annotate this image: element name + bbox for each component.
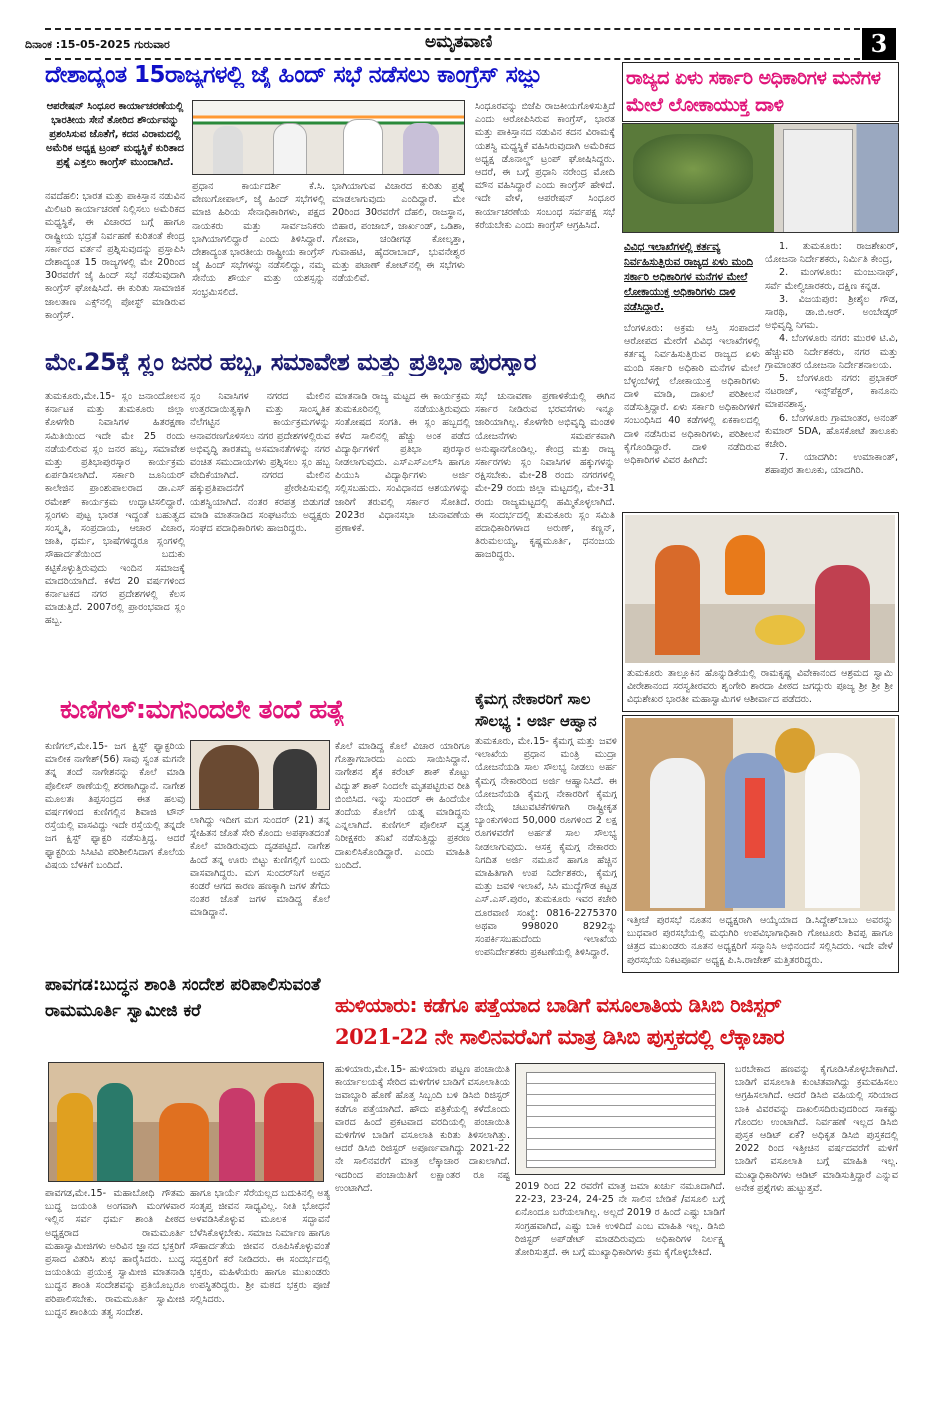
photo-caption: ಇತ್ತೀಚೆ ಪುರಸಭೆ ನೂತನ ಅಧ್ಯಕ್ಷರಾಗಿ ಆಯ್ಕೆಯಾದ ಡಿ.ಸಿದ್ದೇಶ್‌ಬಾಬು ಅವರನ್ನು ಬುಧವಾರ ಪುರಸಭೆಯಲ್ಲಿ ಮಧುಗಿರಿ ಉಪವಿಭಾಗಾಧಿಕಾರಿ ಗೋಟೂರು ಶಿವಪ್ಪ ಹಾಗೂ ಚಿತ್ರದ ಮುಖಂಡರು ನೂತನ ಅಧ್ಯಕ್ಷರಿಗೆ ಸನ್ಮಾನಿಸಿ ಅಭಿನಂದನೆ ಸಲ್ಲಿಸಿದರು. ಇದೇ ವೇಳೆ ಪುರಸಭೆಯ ನಿಕಟಪೂರ್ವ ಅಧ್ಯಕ್ಷ ಪಿ.ಸಿ.ರಾಜೇಶ್ ಮತ್ತಿತರರಿದ್ದರು.	[627, 915, 893, 966]
photo-caption: ತುಮಕೂರು ತಾಲ್ಲೂಕಿನ ಹೊನ್ನುಡಿಕೆಯಲ್ಲಿ ರಾಮಕೃಷ್ಣ ವಿವೇಕಾನಂದ ಆಶ್ರಮದ ಸ್ವಾಮಿ ವೀರೇಶಾನಂದ ಸರಸ್ವತೀರವರು ಶೃಂಗೇರಿ ಶಾರದಾ ಪೀಠದ ಜಗದ್ಗುರು ಪೂಜ್ಯ ಶ್ರೀ ಶ್ರೀ ಶ್ರೀ ವಿಧುಶೇಖರ ಭಾರತೀ ಮಹಾಸ್ವಾಮಿಗಳ ಆಶೀರ್ವಾದ ಪಡೆದರು.	[627, 668, 893, 706]
story-column: ಲಾಗಿದ್ದು ಇದೀಗ ಮಗ ಸುಂದರ್ (21) ತನ್ನ ಸ್ನೇಹಿತನ ಜೊತೆ ಸೇರಿ ಕೊಂದು ಅಪಘಾತದಂತೆ ಕೊಲೆ ಮಾಡಿರುವುದು ದೃಡಪಟ್ಟಿದೆ. ನಾಗೇಶ ಹಿಂದೆ ತನ್ನ ಊರು ಬಿಟ್ಟು ಕುಣಿಗಲ್ಲಿಗೆ ಬಂದು ವಾಸವಾಗಿದ್ದರು. ಮಗ ಸುಂದರ್‌ನಿಗೆ ಅಪ್ಪನ ಕಂಡರೆ ಆಗದ ಕಾರಣ ಹಣಕ್ಕಾಗಿ ಜಗಳ ತೆಗೆದು ನಂತರ ಜೊತೆ ಜಗಳ ಮಾಡಿದ್ದ ಕೊಲೆ ಮಾಡಿದ್ದಾನೆ.	[190, 815, 330, 919]
issue-date: ದಿನಾಂಕ :15-05-2025 ಗುರುವಾರ	[25, 38, 170, 51]
story-column: ಹಾಗೂ ಭಾರ್ಯೆ ಸೆರೆಯಲ್ಲದ ಬದುಕಿನಲ್ಲಿ ಅತ್ಯ ಸಂತೃಪ್ತ ಜೀವನ ಸಾಧ್ಯವಿಲ್ಲ. ನೀತಿ ಭೋಧನೆ ಅಳವಡಿಸಿಕೊಳ್ಳುವ ಮೂಲಕ ಸದ್ಭಾವನೆ ಬೆಳೆಸಿಕೊಳ್ಳಬೇಕು. ಸಮಾಜ ನಿರ್ಮಾಣ ಹಾಗೂ ಸೌಹಾರ್ದತೆಯ ಜೀವನ ರೂಪಿಸಿಕೊಳ್ಳುವಂತೆ ಸದ್ಭಕ್ತರಿಗೆ ಕರೆ ನೀಡಿದರು. ಈ ಸಂದರ್ಭದಲ್ಲಿ ಭಕ್ತರು, ಮಹಿಳೆಯರು ಹಾಗೂ ಮುಖಂಡರು ಉಪಸ್ಥಿತರಿದ್ದರು. ಶ್ರೀ ಮಠದ ಭಕ್ತರು ಪೂಜೆ ಸಲ್ಲಿಸಿದರು.	[190, 1188, 330, 1305]
swamis-photo-box	[622, 512, 899, 712]
headline-slum-festival: ಮೇ.25ಕ್ಕೆ ಸ್ಲಂ ಜನರ ಹಬ್ಬ, ಸಮಾವೇಶ ಮತ್ತು ಪ್ರತಿಭಾ ಪುರಸ್ಕಾರ	[45, 348, 537, 376]
headline-lokayukta: ರಾಜ್ಯದ ಏಳು ಸರ್ಕಾರಿ ಅಧಿಕಾರಿಗಳ ಮನೆಗಳ ಮೇಲೆ ಲೋಕಾಯುಕ್ತ ದಾಳಿ	[626, 67, 881, 116]
story-column: ಸ್ಲಂ ನಿವಾಸಿಗಳ ನಗರದ ಮೇಲಿನ ಉತ್ತರದಾಯಿತ್ವಕ್ಕಾಗಿ ಮತ್ತು ಸಾಂಸ್ಕೃತಿಕ ನೆಲೆಗಟ್ಟಿನ ಕಾರ್ಯಕ್ರಮಗಳನ್ನು ಆನಾವರಣಗೊಳಿಸಲು ನಗರ ಪ್ರದೇಶಗಳಲ್ಲಿರುವ ಅಭಿವೃದ್ಧಿ ತಾರತಮ್ಯ ಅಸಮಾನತೆಗಳನ್ನು ನಗರ ವಂಚಿತ ಸಮುದಾಯಗಳು ಪ್ರಶ್ನಿಸಲು ಸ್ಲಂ ಹಬ್ಬ ವೇದಿಕೆಯಾಗಿದೆ. ನಗರದ ಮೇಲಿನ ಹಕ್ಕುಪ್ರತಿಪಾದನೆಗೆ ಪ್ರೇರೇಪಿಸುವಲ್ಲಿ ಯಶಸ್ವಿಯಾಗಿದೆ. ನಂತರ ಕರಪತ್ರ ಬಿಡುಗಡೆ ಮಾಡಿ ಮಾತನಾಡಿದ ಸಂಘಟನೆಯ ಅಧ್ಯಕ್ಷರು ಸಂಘದ ಪದಾಧಿಕಾರಿಗಳು ಹಾಜರಿದ್ದರು.	[190, 391, 330, 535]
photo-father-son	[190, 740, 330, 810]
list-item: 4. ಬೆಂಗಳೂರು ನಗರ: ಮುರಳಿ ಟಿ.ವಿ, ಹೆಚ್ಚುವರಿ ನಿರ್ದೇಶಕರು, ನಗರ ಮತ್ತು ಗ್ರಾಮಾಂತರ ಯೋಜನಾ ನಿರ್ದೇಶನಾಲಯ.	[765, 333, 898, 371]
story-column: ಸಭೆ ಚುನಾವಣಾ ಪ್ರಣಾಳಿಕೆಯಲ್ಲಿ ಈಗಿನ ಸರ್ಕಾರ ನೀಡಿರುವ ಭರವಸೆಗಳು ಇನ್ನೂ ಜಾರಿಯಾಗಿಲ್ಲ. ಕೊಳಗೇರಿ ಅಭಿವೃದ್ಧಿ ಮಂಡಳಿ ಯೋಜನೆಗಳು ಸಮರ್ಪಕವಾಗಿ ಅನುಷ್ಠಾನಗೊಂಡಿಲ್ಲ. ಕೇಂದ್ರ ಮತ್ತು ರಾಜ್ಯ ಸರ್ಕಾರಗಳು ಸ್ಲಂ ನಿವಾಸಿಗಳ ಹಕ್ಕುಗಳನ್ನು ರಕ್ಷಿಸಬೇಕು. ಮೇ-28 ರಂದು ನಗರಗಳಲ್ಲಿ ಮೇ-29 ರಂದು ಜಿಲ್ಲಾ ಮಟ್ಟದಲ್ಲಿ, ಮೇ-31 ರಂದು ರಾಜ್ಯಮಟ್ಟದಲ್ಲಿ ಹಮ್ಮಿಕೊಳ್ಳಲಾಗಿದೆ. ಈ ಸಂದರ್ಭದಲ್ಲಿ ತುಮಕೂರು ಸ್ಲಂ ಸಮಿತಿ ಪದಾಧಿಕಾರಿಗಳಾದ ಅರುಣ್, ಕಣ್ಣನ್, ತಿರುಮಲಯ್ಯ, ಕೃಷ್ಣಮೂರ್ತಿ, ಧನಂಜಯ ಹಾಜರಿದ್ದರು.	[475, 391, 615, 561]
photo-swamis	[625, 515, 895, 663]
list-item: 5. ಬೆಂಗಳೂರು ನಗರ: ಪ್ರಭಾಕರ್ ನಟರಾಜ್, ಇನ್ಸ್‌ಪೆಕ್ಟರ್, ಕಾನೂನು ಮಾಪನಶಾಸ್ತ್ರ.	[765, 373, 898, 411]
story-column: ಹುಳಿಯಾರು,ಮೇ.15- ಹುಳಿಯಾರು ಪಟ್ಟಣ ಪಂಚಾಯಿತಿ ಕಾರ್ಯಾಲಯಕ್ಕೆ ಸೇರಿದ ಮಳಿಗೆಗಳ ಬಾಡಿಗೆ ವಸೂಲಾತಿಯ ಜವಾಬ್ದಾರಿ ಹೊಣೆ ಹೊತ್ತ ಸಿಬ್ಬಂದಿ ಬಳಿ ಡಿಸಿಬಿ ರಿಜಿಸ್ಟರ್ ಕಡೆಗೂ ಪತ್ತೆಯಾಗಿದೆ. ಹೌದು ಪತ್ರಿಕೆಯಲ್ಲಿ ಕಳೆದೊಂದು ವಾರದ ಹಿಂದೆ ಪ್ರಕಟವಾದ ವರದಿಯಲ್ಲಿ ಪಂಚಾಯಿತಿ ಮಳಿಗೆಗಳ ಬಾಡಿಗೆ ವಸೂಲಾತಿ ಕುರಿತು ತಿಳಿಸಲಾಗಿತ್ತು. ಆದರೆ ಡಿಸಿಬಿ ರಿಜಿಸ್ಟರ್ ಅಪೂರ್ಣವಾಗಿದ್ದು 2021-22 ನೇ ಸಾಲಿನವರೆಗೆ ಮಾತ್ರ ಲೆಕ್ಕಾಚಾರ ದಾಖಲಾಗಿದೆ. ಇದರಿಂದ ಪಂಚಾಯಿತಿಗೆ ಲಕ್ಷಾಂತರ ರೂ ನಷ್ಟ ಉಂಟಾಗಿದೆ.	[335, 1064, 510, 1194]
headline-congress: ದೇಶಾದ್ಯಂತ 15ರಾಜ್ಯಗಳಲ್ಲಿ ಜೈ ಹಿಂದ್ ಸಭೆ ನಡೆಸಲು ಕಾಂಗ್ರೆಸ್ ಸಜ್ಜು	[45, 62, 542, 88]
photo-house-raid	[622, 123, 899, 233]
headline-huliyar-line1: ಹುಳಿಯಾರು: ಕಡೆಗೂ ಪತ್ತೆಯಾದ ಬಾಡಿಗೆ ವಸೂಲಾತಿಯ ಡಿಸಿಬಿ ರಿಜಿಸ್ಟರ್	[335, 993, 782, 1017]
story-column: ಕುಣಿಗಲ್,ಮೇ.15- ಜಗ ಕ್ಷಿಸ್ಟ್ ಫ್ಯಾಕ್ಟರಿಯ ಮಾಲೀಕ ನಾಗೇಶ್(56) ಸಾವು ಸ್ವಂತ ಮಗನೇ ತನ್ನ ತಂದೆ ನಾಗೇಶನನ್ನು ಕೊಲೆ ಮಾಡಿ ಪೊಲೀಸ್ ಠಾಣೆಯಲ್ಲಿ ಶರಣಾಗಿದ್ದಾನೆ. ನಾಗೇಶ ಮೂಲತಃ ತಿಪ್ಪಸಂದ್ರದ ಈತ ಹಲವು ವರ್ಷಗಳಿಂದ ಕುಣಿಗಲ್ಲಿನ ಶಿವಾಜಿ ಟೌನ್ ರಸ್ತೆಯಲ್ಲಿ ವಾಸವಿದ್ದು ಇದೇ ರಸ್ತೆಯಲ್ಲಿ ತನ್ನದೇ ಜಗ ಕ್ಷಿಸ್ಟ್ ಫ್ಯಾಕ್ಟರಿ ನಡೆಸುತ್ತಿದ್ದ. ಆದರೆ ಫ್ಯಾಕ್ಟರಿಯ ಸಿಸಿಟಿವಿ ಪರಿಶೀಲಿಸಿದಾಗ ಕೊಲೆಯ ವಿಷಯ ಬೆಳಕಿಗೆ ಬಂದಿದೆ.	[45, 741, 185, 871]
story-column: ತುಮಕೂರು, ಮೇ.15- ಕೈಮಗ್ಗ ಮತ್ತು ಜವಳಿ ಇಲಾಖೆಯ ಪ್ರಧಾನ ಮಂತ್ರಿ ಮುದ್ರಾ ಯೋಜನೆಯಡಿ ಸಾಲ ಸೌಲಭ್ಯ ನೀಡಲು ಅರ್ಹ ಕೈಮಗ್ಗ ನೇಕಾರರಿಂದ ಅರ್ಜಿ ಆಹ್ವಾನಿಸಿದೆ. ಈ ಯೋಜನೆಯಡಿ ಕೈಮಗ್ಗ ನೇಕಾರರಿಗೆ ಕೈಮಗ್ಗ ನೇಯ್ಗೆ ಚಟುವಟಿಕೆಗಳಿಗಾಗಿ ರಾಷ್ಟ್ರೀಕೃತ ಬ್ಯಾಂಕುಗಳಿಂದ 50,000 ರೂಗಳಿಂದ 2 ಲಕ್ಷ ರೂಗಳವರೆಗೆ ಅರ್ಹತೆ ಸಾಲ ಸೌಲಭ್ಯ ನೀಡಲಾಗುವುದು. ಆಸಕ್ತ ಕೈಮಗ್ಗ ನೇಕಾರರು ನಿಗದಿತ ಅರ್ಜಿ ನಮೂನೆ ಹಾಗೂ ಹೆಚ್ಚಿನ ಮಾಹಿತಿಗಾಗಿ ಉಪ ನಿರ್ದೇಶಕರು, ಕೈಮಗ್ಗ ಮತ್ತು ಜವಳಿ ಇಲಾಖೆ, ಸಿಸಿ ಮುದ್ದೆಗೌಡ ಕಟ್ಟಡ ಎಸ್.ಎಸ್.ಪುರಂ, ತುಮಕೂರು ಇವರ ಕಚೇರಿ ದೂರವಾಣಿ ಸಂಖ್ಯೆ: 0816-2275370 ಅಥವಾ 998020 8292ನ್ನು ಸಂಪರ್ಕಿಸಬಹುದೆಂದು ಇಲಾಖೆಯ ಉಪನಿರ್ದೇಶಕರು ಪ್ರಕಟಣೆಯಲ್ಲಿ ತಿಳಿಸಿದ್ದಾರೆ.	[475, 736, 617, 959]
photo-felicitation	[625, 718, 895, 911]
story-column: ಬೆಂಗಳೂರು: ಅಕ್ರಮ ಆಸ್ತಿ ಸಂಪಾದನೆ ಆರೋಪದ ಮೇರೆಗೆ ವಿವಿಧ ಇಲಾಖೆಗಳಲ್ಲಿ ಕರ್ತವ್ಯ ನಿರ್ವಹಿಸುತ್ತಿರುವ ರಾಜ್ಯದ ಏಳು ಮಂದಿ ಸರ್ಕಾರಿ ಅಧಿಕಾರಿ ಮನೆಗಳ ಮೇಲೆ ಬೆಳ್ಳಂಬೆಳಗ್ಗೆ ಲೋಕಾಯುಕ್ತ ಅಧಿಕಾರಿಗಳು ದಾಳಿ ಮಾಡಿ, ದಾಖಲೆ ಪರಿಶೀಲನೆ ನಡೆಸುತ್ತಿದ್ದಾರೆ. ಏಳು ಸರ್ಕಾರಿ ಅಧಿಕಾರಿಗಳಿಗೆ ಸಂಬಂಧಿಸಿದ 40 ಕಡೆಗಳಲ್ಲಿ ಏಕಕಾಲದಲ್ಲಿ ದಾಳಿ ನಡೆಸಿರುವ ಅಧಿಕಾರಿಗಳು, ಪರಿಶೀಲನೆ ಕೈಗೊಂಡಿದ್ದಾರೆ. ದಾಳಿ ನಡೆದಿರುವ ಅಧಿಕಾರಿಗಳ ವಿವರ ಹೀಗಿದೆ:	[624, 323, 760, 467]
story-column: ಮಾತನಾಡಿ ರಾಜ್ಯ ಮಟ್ಟದ ಈ ಕಾರ್ಯಕ್ರಮ ತುಮಕೂರಿನಲ್ಲಿ ನಡೆಯುತ್ತಿರುವುದು ಸಂತೋಷದ ಸಂಗತಿ. ಈ ಸ್ಲಂ ಹಬ್ಬದಲ್ಲಿ ಕಳೆದ ಸಾಲಿನಲ್ಲಿ ಹೆಚ್ಚು ಅಂಕ ಪಡೆದ ವಿದ್ಯಾರ್ಥಿಗಳಿಗೆ ಪ್ರತಿಭಾ ಪುರಸ್ಕಾರ ನೀಡಲಾಗುವುದು. ಎಸ್‌ಎಸ್‌ಎಲ್‌ಸಿ ಹಾಗೂ ಪಿಯುಸಿ ವಿದ್ಯಾರ್ಥಿಗಳು ಅರ್ಜಿ ಸಲ್ಲಿಸಬಹುದು. ಸಂವಿಧಾನದ ಆಶಯಗಳನ್ನು ಜಾರಿಗೆ ತರುವಲ್ಲಿ ಸರ್ಕಾರ ಸೋತಿದೆ. 2023ರ ವಿಧಾನಸಭಾ ಚುನಾವಣೆಯ ಪ್ರಣಾಳಿಕೆ.	[335, 391, 470, 535]
page-number: 3	[862, 28, 896, 60]
photo-dcb-register	[515, 1063, 725, 1175]
list-item: 2. ಮಂಗಳೂರು: ಮಂಜುನಾಥ್, ಸರ್ವೆ ಮೇಲ್ವಿಚಾರಕರು, ದಕ್ಷಿಣ ಕನ್ನಡ.	[765, 267, 898, 292]
list-item: 6. ಬೆಂಗಳೂರು ಗ್ರಾಮಾಂತರ, ಅನಂತ್ ಕುಮಾರ್ SDA, ಹೊಸಕೋಟೆ ತಾಲೂಕು ಕಚೇರಿ.	[765, 412, 898, 451]
story-column: ಸಿಂಧೂರವನ್ನು ಬಿಜೆಪಿ ರಾಜಕೀಯಗೊಳಿಸುತ್ತಿದೆ ಎಂದು ಆರೋಪಿಸಿರುವ ಕಾಂಗ್ರೆಸ್, ಭಾರತ ಮತ್ತು ಪಾಕಿಸ್ತಾನದ ನಡುವಿನ ಕದನ ವಿರಾಮಕ್ಕೆ ಯಶಸ್ವಿ ಮಧ್ಯಸ್ಥಿಕೆ ವಹಿಸಿರುವುದಾಗಿ ಅಮೆರಿಕದ ಅಧ್ಯಕ್ಷ ಡೊನಾಲ್ಡ್ ಟ್ರಂಪ್ ಘೋಷಿಸಿದ್ದರು. ಆದರೆ, ಈ ಬಗ್ಗೆ ಪ್ರಧಾನಿ ನರೇಂದ್ರ ಮೋದಿ ಮೌನ ವಹಿಸಿದ್ದಾರೆ ಎಂದು ಕಾಂಗ್ರೆಸ್ ಹೇಳಿದೆ. ಇದೇ ವೇಳೆ, ಆಪರೇಷನ್ ಸಿಂಧೂರ ಕಾರ್ಯಾಚರಣೆಯ ಸಂಬಂಧ ಸರ್ವಪಕ್ಷ ಸಭೆ ಕರೆಯಬೇಕು ಎಂದು ಕಾಂಗ್ರೆಸ್ ಆಗ್ರಹಿಸಿದೆ.	[475, 101, 615, 231]
header-rule	[45, 58, 860, 60]
list-item: 3. ವಿಜಯಪುರ: ಶ್ರೀಶೈಲ ಗೌಡ, ಸಾರಥಿ, ಡಾ.ಬಿ.ಆರ್. ಅಂಬೇಡ್ಕರ್ ಅಭಿವೃದ್ಧಿ ನಿಗಮ.	[765, 293, 898, 332]
story-column: ಪಾವಗಡ,ಮೇ.15- ಮಹಾಬೋಧಿ ಗೌತಮ ಬುದ್ಧ ಜಯಂತಿ ಅಂಗವಾಗಿ ಮಂಗಳವಾರ ಇಲ್ಲಿನ ಸರ್ವ ಧರ್ಮ ಶಾಂತಿ ಪೀಠದ ಅಧ್ಯಕ್ಷರಾದ ರಾಮಮೂರ್ತಿ ಮಹಾಸ್ವಾಮೀಜಿಗಳು ಅರಿವಿನ ಜ್ಞಾನದ ಭಕ್ತರಿಗೆ ಪ್ರಸಾದ ವಿತರಿಸಿ ಶುಭ ಹಾರೈಸಿದರು. ಬುದ್ಧ ಜಯಂತಿಯ ಪ್ರಯುಕ್ತ ಸ್ವಾಮೀಜಿ ಮಾತನಾಡಿ ಬುದ್ಧನ ಶಾಂತಿ ಸಂದೇಶವನ್ನು ಪ್ರತಿಯೊಬ್ಬರೂ ಪರಿಪಾಲಿಸಬೇಕು. ರಾಮಮೂರ್ತಿ ಸ್ವಾಮೀಜಿ ಬುದ್ಧನ ಶಾಂತಿಯ ತತ್ವ ಸಂದೇಶ.	[45, 1188, 185, 1318]
story-intro: ಆಪರೇಷನ್ ಸಿಂಧೂರ ಕಾರ್ಯಾಚರಣೆಯಲ್ಲಿ ಭಾರತೀಯ ಸೇನೆ ತೋರಿದ ಶೌರ್ಯವನ್ನು ಪ್ರಶಂಸಿಸುವ ಜೊತೆಗೆ, ಕದನ ವಿರಾಮದಲ್ಲಿ ಅಮೆರಿಕ ಅಧ್ಯಕ್ಷ ಟ್ರಂಪ್ ಮಧ್ಯಸ್ಥಿಕೆ ಕುರಿತಾದ ಪ್ರಶ್ನೆ ಎತ್ತಲು ಕಾಂಗ್ರೆಸ್ ಮುಂದಾಗಿದೆ.	[46, 101, 184, 168]
felicitation-photo-box	[622, 715, 899, 973]
story-lead: ವಿವಿಧ ಇಲಾಖೆಗಳಲ್ಲಿ ಕರ್ತವ್ಯ ನಿರ್ವಹಿಸುತ್ತಿರುವ ರಾಜ್ಯದ ಏಳು ಮಂದಿ ಸರ್ಕಾರಿ ಅಧಿಕಾರಿಗಳ ಮನೆಗಳ ಮೇಲೆ ಲೋಕಾಯುಕ್ತ ಅಧಿಕಾರಿಗಳು ದಾಳಿ ನಡೆಸಿದ್ದಾರೆ.	[624, 241, 753, 313]
headline-pavagada: ಪಾವಗಡ:ಬುದ್ಧನ ಶಾಂತಿ ಸಂದೇಶ ಪರಿಪಾಲಿಸುವಂತೆ ರಾಮಮೂರ್ತಿ ಸ್ವಾಮೀಜಿ ಕರೆ	[45, 975, 321, 1021]
photo-congress-leaders	[192, 100, 465, 175]
photo-buddha-jayanti	[48, 1062, 324, 1182]
officer-list	[765, 240, 898, 502]
story-column: ಭಾಗಿಯಾಗುವ ವಿಚಾರದ ಕುರಿತು ಪ್ರಶ್ನೆ ಮಾಡಲಾಗುವುದು ಎಂದಿದ್ದಾರೆ. ಮೇ 20ರಿಂದ 30ರವರೆಗೆ ದೆಹಲಿ, ರಾಜಸ್ಥಾನ, ಬಿಹಾರ, ಪಂಜಾಬ್, ಜಾರ್ಖಂಡ್, ಒಡಿಶಾ, ಗೋವಾ, ಚಂಡೀಗಢ ಕೋಲ್ಕತ್ತಾ, ಗುವಾಹಟಿ, ಹೈದರಾಬಾದ್, ಭುವನೇಶ್ವರ ಮತ್ತು ಪಟಾಣ್ ಕೋಟ್‌ನಲ್ಲಿ ಈ ಸಭೆಗಳು ನಡೆಯಲಿವೆ.	[332, 181, 465, 285]
story-column: ತುಮಕೂರು,ಮೇ.15- ಸ್ಲಂ ಜನಾಂದೋಲನ ಕರ್ನಾಟಕ ಮತ್ತು ತುಮಕೂರು ಜಿಲ್ಲಾ ಕೊಳಗೇರಿ ನಿವಾಸಿಗಳ ಹಿತರಕ್ಷಣಾ ಸಮಿತಿಯಿಂದ ಇದೇ ಮೇ 25 ರಂದು ನಡೆಯಲಿರುವ ಸ್ಲಂ ಜನರ ಹಬ್ಬ, ಸಮಾವೇಶ ಮತ್ತು ಪ್ರತಿಭಾಪುರಸ್ಕಾರ ಕಾರ್ಯಕ್ರಮ ಏರ್ಪಡಿಸಲಾಗಿದೆ. ಸರ್ಕಾರಿ ಜೂನಿಯರ್ ಕಾಲೇಜಿನ ಪ್ರಾಂಶುಪಾಲರಾದ ಡಾ.ಎಸ್ ರಮೇಶ್ ಕಾರ್ಯಕ್ರಮ ಉದ್ಘಾಟಿಸಲಿದ್ದಾರೆ. ಸ್ಲಂಗಳು ಪುಟ್ಟ ಭಾರತ ಇದ್ದಂತೆ ಬಹುತ್ವದ ಸಂಸ್ಕೃತಿ, ಸಂಪ್ರದಾಯ, ಆಚಾರ ವಿಚಾರ, ಜಾತಿ, ಧರ್ಮ, ಭಾಷೆಗಳಿದ್ದರೂ ಸ್ಲಂಗಳಲ್ಲಿ ಸೌಹಾರ್ದತೆಯಿಂದ ಬದುಕು ಕಟ್ಟಿಕೊಳ್ಳುತ್ತಿರುವುದು ಇಂದಿನ ಸಮಾಜಕ್ಕೆ ಮಾದರಿಯಾಗಿದೆ. ಕಳೆದ 20 ವರ್ಷಗಳಿಂದ ಕರ್ನಾಟಕದ ನಗರ ಪ್ರದೇಶಗಳಲ್ಲಿ ಕೆಲಸ ಮಾಡುತ್ತಿದೆ. 2007ರಲ್ಲಿ ಪ್ರಾರಂಭವಾದ ಸ್ಲಂ ಹಬ್ಬ.	[45, 391, 185, 627]
headline-kunigal: ಕುಣಿಗಲ್:ಮಗನಿಂದಲೇ ತಂದೆ ಹತ್ಯೆ	[60, 695, 345, 725]
masthead: ಅಮೃತವಾಣಿ	[425, 32, 493, 52]
list-item: 1. ತುಮಕೂರು: ರಾಜಶೇಖರ್, ಯೋಜನಾ ನಿರ್ದೇಶಕರು, ನಿರ್ಮಿತಿ ಕೇಂದ್ರ,	[765, 241, 898, 266]
lokayukta-headline-box	[622, 62, 899, 122]
headline-handloom: ಕೈಮಗ್ಗ ನೇಕಾರರಿಗೆ ಸಾಲ ಸೌಲಭ್ಯ : ಅರ್ಜಿ ಆಹ್ವಾನ	[475, 690, 597, 730]
story-column: ಕೊಲೆ ಮಾಡಿದ್ದ ಕೊಲೆ ವಿಚಾರ ಯಾರಿಗೂ ಗೊತ್ತಾಗಬಾರದು ಎಂದು ಸಾಯಿಸಿದ್ದಾನೆ. ನಾಗೇಶನ ಶೈಕ ಕರೆಂಟ್ ಶಾಕ್ ಕೊಟ್ಟು ವಿದ್ಯುತ್ ಶಾಕ್ ನಿಂದಲೇ ಮೃತಪಟ್ಟಿರುವ ರೀತಿ ಬಿಂಬಿಸಿದ. ಇನ್ನು ಸುಂದರ್ ಈ ಹಿಂದೆಯೇ ತಂದೆಯ ಕೊಲೆಗೆ ಯತ್ನ ಮಾಡಿದ್ದನು ಎನ್ನಲಾಗಿದೆ. ಕುಣಿಗಲ್ ಪೊಲೀಸ್ ವೃತ್ತ ನಿರೀಕ್ಷಕರು ತನಿಖೆ ನಡೆಸುತ್ತಿದ್ದು ಪ್ರಕರಣ ದಾಖಲಿಸಿಕೊಂಡಿದ್ದಾರೆ. ಎಂದು ಮಾಹಿತಿ ಬಂದಿದೆ.	[335, 741, 470, 871]
top-rule	[45, 28, 860, 30]
list-item: 7. ಯಾದಗಿರಿ: ಉಮಾಕಾಂತ್, ಶಹಾಪುರ ತಾಲೂಕು, ಯಾದಗಿರಿ.	[765, 452, 898, 477]
story-column: ಬರಬೇಕಾದ ಹಣವನ್ನು ಕೈಗೂಡಿಸಿಕೊಳ್ಳಬೇಕಾಗಿದೆ. ಬಾಡಿಗೆ ವಸೂಲಾತಿ ಕುಂಟಿತವಾಗಿದ್ದು ಕ್ರಮವಹಿಸಲು ಆಗ್ರಹಿಸಲಾಗಿದೆ. ಆದರೆ ಡಿಸಿಬಿ ವಹಿಯಲ್ಲಿ ಸರಿಯಾದ ಬಾಕಿ ವಿವರವನ್ನು ದಾಖಲಿಸದಿರುವುದರಿಂದ ಸಾಕಷ್ಟು ಗೊಂದಲ ಉಂಟಾಗಿದೆ. ನಿರ್ವಹಣೆ ಇಲ್ಲದ ಡಿಸಿಬಿ ಪುಸ್ತಕ ಆಡಿಟ್ ಏಕೆ? ಅಧಿಕೃತ ಡಿಸಿಬಿ ಪುಸ್ತಕದಲ್ಲಿ 2022 ರಿಂದ ಇತ್ತೀಚಿನ ವರ್ಷದವರೆಗೆ ಮಳಿಗೆ ಬಾಡಿಗೆ ವಸೂಲಾತಿ ಬಗ್ಗೆ ಮಾಹಿತಿ ಇಲ್ಲ. ಮುಖ್ಯಾಧಿಕಾರಿಗಳು ಆಡಿಟ್ ಮಾಡಿಸುತ್ತಿದ್ದಾರೆ ಎನ್ನುವ ಅನೇಕ ಪ್ರಶ್ನೆಗಳು ಹುಟ್ಟುತ್ತವೆ.	[735, 1064, 898, 1194]
story-column: ನವದೆಹಲಿ: ಭಾರತ ಮತ್ತು ಪಾಕಿಸ್ತಾನ ನಡುವಿನ ಮಿಲಿಟರಿ ಕಾರ್ಯಾಚರಣೆ ನಿಲ್ಲಿಸಲು ಅಮೆರಿಕದ ಮಧ್ಯಸ್ಥಿಕೆ, ಈ ವಿಚಾರದ ಬಗ್ಗೆ ಹಾಗೂ ರಾಷ್ಟ್ರೀಯ ಭದ್ರತೆ ನಿರ್ವಹಣೆ ಕುರಿತಂತೆ ಕೇಂದ್ರ ಸರ್ಕಾರದ ವರ್ತನೆ ಪ್ರಶ್ನಿಸುವುದನ್ನು ಪ್ರಸ್ತಾಪಿಸಿ ದೇಶಾದ್ಯಂತ 15 ರಾಜ್ಯಗಳಲ್ಲಿ ಮೇ 20ರಿಂದ 30ರವರೆಗೆ ಜೈ ಹಿಂದ್ ಸಭೆ ನಡೆಸುವುದಾಗಿ ಕಾಂಗ್ರೆಸ್ ಘೋಷಿಸಿದೆ. ಈ ಕುರಿತು ಸಾಮಾಜಿಕ ಜಾಲತಾಣ ಎಕ್ಸ್‌ನಲ್ಲಿ ಪೋಸ್ಟ್ ಮಾಡಿರುವ ಕಾಂಗ್ರೆಸ್.	[45, 191, 185, 321]
story-column: ಪ್ರಧಾನ ಕಾರ್ಯದರ್ಶಿ ಕೆ.ಸಿ. ವೇಣುಗೋಪಾಲ್, ಜೈ ಹಿಂದ್ ಸಭೆಗಳಲ್ಲಿ ಮಾಜಿ ಹಿರಿಯ ಸೇನಾಧಿಕಾರಿಗಳು, ಪಕ್ಷದ ನಾಯಕರು ಮತ್ತು ಸಾರ್ವಜನಿಕರು ಭಾಗಿಯಾಗಲಿದ್ದಾರೆ ಎಂದು ತಿಳಿಸಿದ್ದಾರೆ. ದೇಶಾದ್ಯಂತ ಭಾರತೀಯ ರಾಷ್ಟ್ರೀಯ ಕಾಂಗ್ರೆಸ್ ಜೈ ಹಿಂದ್ ಸಭೆಗಳನ್ನು ನಡೆಸಲಿದ್ದು, ನಮ್ಮ ಸೇನೆಯ ಶೌರ್ಯ ಮತ್ತು ಯಶಸ್ಸನ್ನು ಸಂಭ್ರಮಿಸಲಿದೆ.	[192, 181, 325, 298]
story-column: 2019 ರಿಂದ 22 ರವರೆಗೆ ಮಾತ್ರ ಜಮಾ ಖರ್ಚು ನಮೂದಾಗಿದೆ. 22-23, 23-24, 24-25 ನೇ ಸಾಲಿನ ಬೇಡಿಕೆ /ವಸೂಲಿ ಬಗ್ಗೆ ಏನೊಂದೂ ಬರೆಯಲಾಗಿಲ್ಲ. ಅಲ್ಲದೆ 2019 ರ ಹಿಂದೆ ಎಷ್ಟು ಬಾಡಿಗೆ ಸಂಗ್ರಹವಾಗಿದೆ, ಎಷ್ಟು ಬಾಕಿ ಉಳಿದಿದೆ ಎಂಬ ಮಾಹಿತಿ ಇಲ್ಲ. ಡಿಸಿಬಿ ರಿಜಿಸ್ಟರ್ ಅಪ್‌ಡೇಟ್ ಮಾಡದಿರುವುದು ಅಧಿಕಾರಿಗಳ ನಿರ್ಲಕ್ಷ್ಯ ತೋರಿಸುತ್ತದೆ. ಈ ಬಗ್ಗೆ ಮುಖ್ಯಾಧಿಕಾರಿಗಳು ಕ್ರಮ ಕೈಗೊಳ್ಳಬೇಕಿದೆ.	[515, 1181, 725, 1259]
headline-huliyar-line2: 2021-22 ನೇ ಸಾಲಿನವರೆವಿಗೆ ಮಾತ್ರ ಡಿಸಿಬಿ ಪುಸ್ತಕದಲ್ಲಿ ಲೆಕ್ಕಾಚಾರ	[335, 1024, 785, 1049]
